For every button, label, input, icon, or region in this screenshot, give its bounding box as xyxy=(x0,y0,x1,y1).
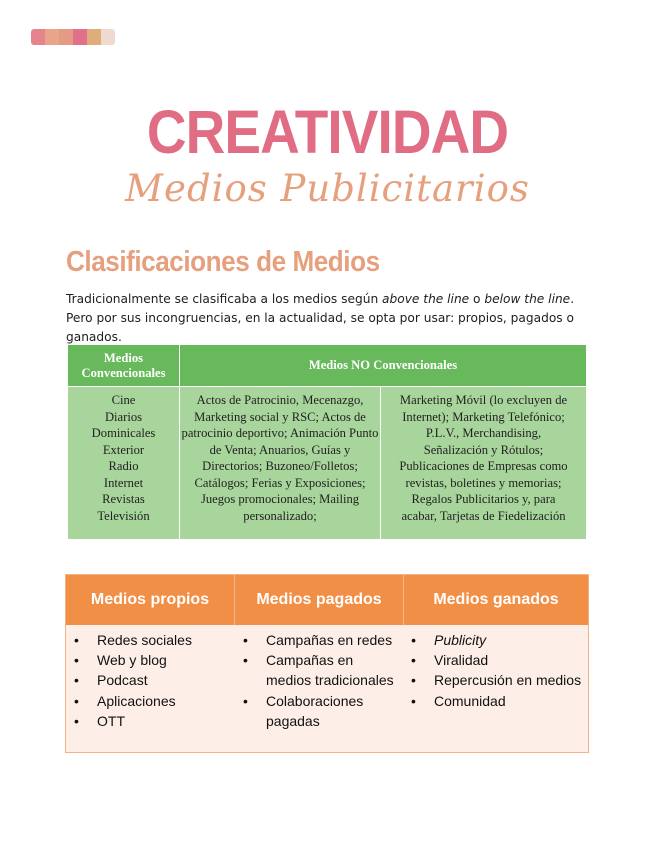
convencional-item: Radio xyxy=(108,459,139,473)
list-item: • Comunidad xyxy=(411,691,586,711)
no-convencionales-cell-2 xyxy=(381,387,586,539)
no-convencional-line: Marketing Móvil (lo excluyen de xyxy=(399,393,568,407)
list-item: • Web y blog xyxy=(74,650,229,670)
convencional-item: Exterior xyxy=(102,442,145,457)
palette-swatch xyxy=(59,29,73,45)
header-no-convencionales: Medios NO Convencionales xyxy=(180,345,586,386)
header-medios-pagados: Medios pagados xyxy=(235,575,403,625)
no-convencional-line: Regalos Publicitarios y, para xyxy=(411,492,556,506)
no-convencional-line: Señalización y Rótulos; xyxy=(423,442,544,457)
intro-text-1: Tradicionalmente se clasificaba a los medios según xyxy=(66,292,383,307)
ganados-list xyxy=(411,630,586,711)
intro-term-above: above the line xyxy=(382,292,470,307)
intro-text-2: o xyxy=(469,292,485,307)
intro-term-below: below the line xyxy=(484,292,571,307)
list-item: • Colaboraciones pagadas xyxy=(243,691,399,731)
section-heading: Clasificaciones de Medios xyxy=(66,246,380,278)
page-subtitle: Medios Publicitarios xyxy=(125,167,530,210)
page-title: CREATIVIDAD xyxy=(146,98,509,166)
conventional-media-table xyxy=(68,345,586,539)
list-item: • Publicity xyxy=(411,630,586,650)
no-convencional-line: Internet); Marketing Telefónico; xyxy=(402,409,565,424)
propios-list xyxy=(74,630,229,731)
palette-swatch xyxy=(87,29,101,45)
intro-paragraph xyxy=(66,290,596,347)
no-convencionales-cell-1: Actos de Patrocinio, Mecenazgo, Marketing social y RSC; Actos de patrocinio deportivo; Animación Punto de Venta; Anuarios, Guías y Directorios; Buzoneo/Folletos; Catálogos; Ferias y Exposiciones; Juegos promocionales; Mailing personalizado; xyxy=(180,387,380,539)
intro-text-3: . Pero por sus incongruencias, en la actualidad, se opta por usar: propios, pagados o ganados. xyxy=(66,292,575,345)
convencional-item: Revistas xyxy=(102,492,145,506)
list-item: • Aplicaciones xyxy=(74,691,229,711)
convencional-item: Dominicales xyxy=(91,426,156,440)
palette-swatch xyxy=(101,29,115,45)
header-medios-ganados: Medios ganados xyxy=(404,575,588,625)
header-convencionales: Medios Convencionales xyxy=(68,345,179,386)
list-item: • Repercusión en medios xyxy=(411,670,586,690)
list-item: • Campañas en medios tradicionales xyxy=(243,650,399,690)
color-palette xyxy=(31,29,115,45)
list-item: • Campañas en redes xyxy=(243,630,399,650)
convencional-item: Diarios xyxy=(104,409,143,424)
list-item: • Redes sociales xyxy=(74,630,229,650)
no-convencional-line: Publicaciones de Empresas como xyxy=(399,459,568,473)
pagados-list xyxy=(243,630,399,731)
owned-paid-earned-table xyxy=(65,574,589,753)
no-convencional-line: acabar, Tarjetas de Fiedelización xyxy=(401,508,566,523)
palette-swatch xyxy=(73,29,87,45)
convencional-item: Televisión xyxy=(97,508,150,523)
header-medios-propios: Medios propios xyxy=(66,575,234,625)
palette-swatch xyxy=(45,29,59,45)
convencional-item: Cine xyxy=(111,393,136,407)
no-convencional-line: revistas, boletines y memorias; xyxy=(405,475,562,490)
list-item: • Viralidad xyxy=(411,650,586,670)
list-item: • Podcast xyxy=(74,670,229,690)
convencional-item: Internet xyxy=(103,475,144,490)
no-convencional-line: P.L.V., Merchandising, xyxy=(425,426,542,440)
palette-swatch xyxy=(31,29,45,45)
list-item: • OTT xyxy=(74,711,229,731)
convencionales-cell xyxy=(68,387,179,539)
